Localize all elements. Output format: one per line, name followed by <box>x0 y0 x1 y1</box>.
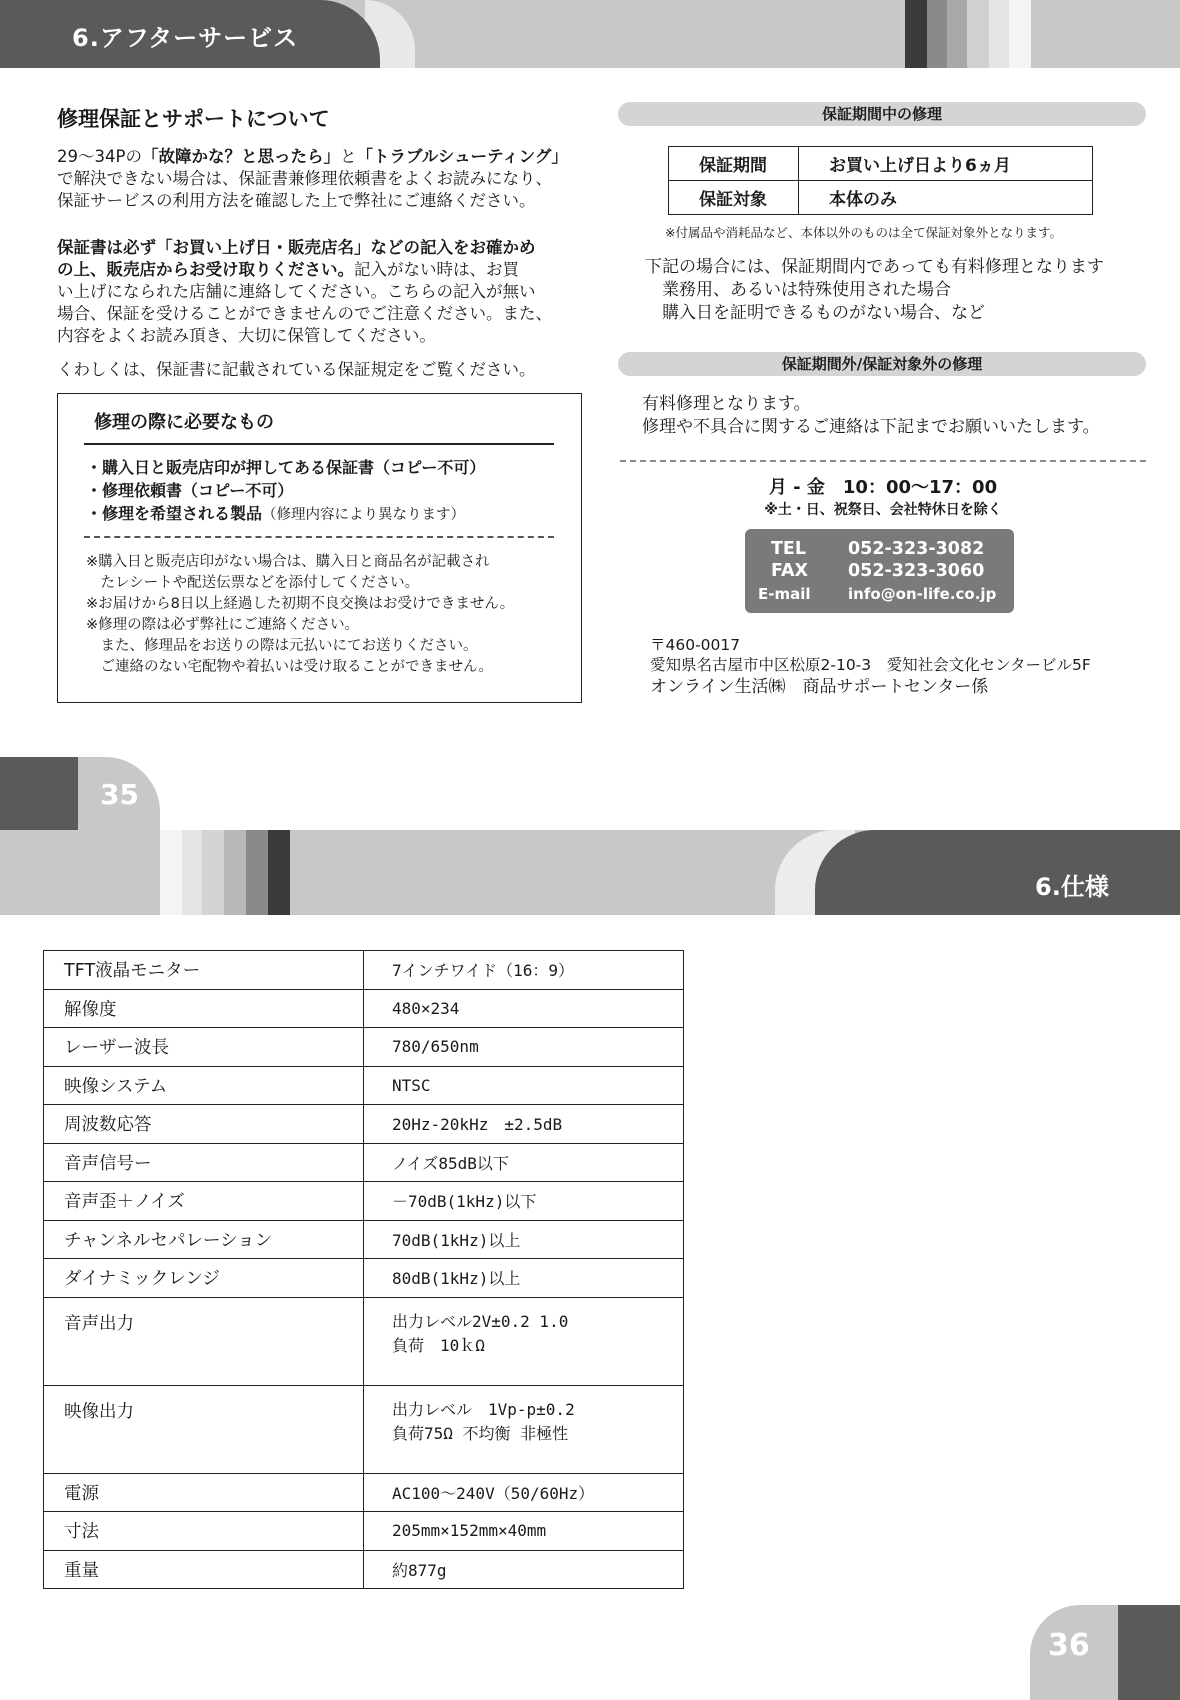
page-number-tab-dark <box>1118 1605 1180 1700</box>
repair-requirements-box <box>57 393 582 703</box>
spec-label: 解像度 <box>44 989 364 1028</box>
support-paragraph-1 <box>57 146 597 212</box>
spec-label: 電源 <box>44 1473 364 1512</box>
note-line: ※修理の際は必ず弊社にご連絡ください。 <box>86 617 360 633</box>
header-stripe <box>1009 0 1031 68</box>
spec-row <box>44 1028 684 1067</box>
header-tab <box>815 830 1180 915</box>
text-line: 下記の場合には、保証期間内であっても有料修理となります <box>645 257 1104 277</box>
support-paragraph-3: くわしくは、保証書に記載されている保証規定をご覧ください。 <box>57 360 536 379</box>
spec-value-line: 70dB(1kHz)以上 <box>392 1230 521 1250</box>
warranty-table-note: ※付属品や消耗品など、本体以外のものは全て保証対象外となります。 <box>665 225 1062 240</box>
text-line: オンライン生活㈱ 商品サポートセンター係 <box>650 677 989 697</box>
box-dashed-divider <box>84 536 554 538</box>
spec-value-line: 80dB(1kHz)以上 <box>392 1269 521 1289</box>
out-of-warranty-text <box>642 393 1100 439</box>
spec-label: TFT液晶モニター <box>44 951 364 990</box>
spec-value <box>364 951 684 990</box>
text-bold: 保証書は必ず「お買い上げ日・販売店名」などの記入をお確かめ <box>57 238 536 257</box>
text-line: 有料修理となります。 <box>642 394 811 414</box>
email-label: E-mail <box>758 585 811 603</box>
spec-value <box>364 1182 684 1221</box>
spec-label: 音声信号ー <box>44 1143 364 1182</box>
paid-repair-text <box>645 256 1104 325</box>
spec-value-line: ノイズ85dB以下 <box>392 1153 509 1173</box>
business-hours-note: ※土・日、祝祭日、会社特休日を除く <box>764 502 1002 518</box>
header-stripe <box>160 830 182 915</box>
spec-value-line: 負荷75Ω 不均衡 非極性 <box>392 1423 569 1443</box>
section-title: 6.仕様 <box>1035 873 1109 901</box>
spec-value-line: 20Hz-20kHz ±2.5dB <box>392 1115 563 1135</box>
section-title: 6.アフターサービス <box>72 24 299 52</box>
table-row <box>669 181 1093 215</box>
header-stripe <box>927 0 947 68</box>
spec-value <box>364 1066 684 1105</box>
spec-value-line: 負荷 10ｋΩ <box>392 1335 485 1355</box>
text-line: 〒460-0017 <box>650 636 741 654</box>
spec-value <box>364 1512 684 1551</box>
out-of-warranty-pill: 保証期間外/保証対象外の修理 <box>618 352 1146 376</box>
spec-value <box>364 1473 684 1512</box>
list-item: ・購入日と販売店印が押してある保証書（コピー不可） <box>86 458 486 477</box>
text-line: 修理や不具合に関するご連絡は下記までお願いいたします。 <box>642 417 1100 437</box>
spec-value-line: NTSC <box>392 1075 431 1095</box>
spec-value <box>364 1105 684 1144</box>
spec-value <box>364 1143 684 1182</box>
box-title: 修理の際に必要なもの <box>94 412 274 433</box>
spec-table <box>43 950 684 1589</box>
spec-row <box>44 951 684 990</box>
header-stripe <box>224 830 246 915</box>
text-line: 保証サービスの利用方法を確認した上で弊社にご連絡ください。 <box>57 191 536 210</box>
spec-value <box>364 1550 684 1589</box>
table-row <box>669 147 1093 181</box>
text-bold: 「故障かな？と思ったら」 <box>141 147 340 166</box>
list-item: ・修理依頼書（コピー不可） <box>86 481 294 500</box>
text-bold: 「トラブルシューティング」 <box>356 147 568 166</box>
spec-label: 映像出力 <box>44 1385 364 1473</box>
spec-value-line: 480×234 <box>392 998 460 1018</box>
spec-value-line: 7インチワイド（16：9） <box>392 961 575 981</box>
header-stripe <box>905 0 927 68</box>
spec-value-line: 780/650nm <box>392 1037 479 1057</box>
spec-row <box>44 1220 684 1259</box>
note-line: ※お届けから8日以上経過した初期不良交換はお受けできません。 <box>86 596 515 612</box>
email-address[interactable]: info@on-life.co.jp <box>848 585 997 603</box>
spec-label: 音声歪＋ノイズ <box>44 1182 364 1221</box>
business-hours: 月 - 金 10：00～17：00 <box>768 477 998 498</box>
spec-value <box>364 1028 684 1067</box>
table-cell-value: 本体のみ <box>799 181 1093 215</box>
spec-value-line: 出力レベル2V±0.2 1.0 <box>392 1311 569 1331</box>
spec-row <box>44 1105 684 1144</box>
text-line: い上げになられた店舗に連絡してください。こちらの記入が無い <box>57 282 536 301</box>
spec-row <box>44 1550 684 1589</box>
text-line: 愛知県名古屋市中区松原2-10-3 愛知社会文化センタービル5F <box>650 656 1091 674</box>
spec-value <box>364 1220 684 1259</box>
contact-box <box>745 529 1014 613</box>
requirements-list <box>86 456 485 527</box>
box-divider <box>84 443 554 445</box>
table-cell-label: 保証対象 <box>669 181 799 215</box>
fax-number[interactable]: 052-323-3060 <box>848 561 985 581</box>
note-line: たレシートや配送伝票などを添付してください。 <box>86 575 420 591</box>
table-cell-label: 保証期間 <box>669 147 799 181</box>
spec-row <box>44 1473 684 1512</box>
spec-row <box>44 989 684 1028</box>
list-item: ・修理を希望される製品 <box>86 504 263 523</box>
header-stripe <box>947 0 967 68</box>
in-warranty-pill: 保証期間中の修理 <box>618 102 1146 126</box>
spec-value <box>364 1259 684 1298</box>
text: 記入がない時は、お買 <box>354 260 519 279</box>
warranty-table <box>668 146 1093 215</box>
spec-label: ダイナミックレンジ <box>44 1259 364 1298</box>
page-number-tab-dark <box>0 757 78 830</box>
spec-value-line: 出力レベル 1Vp-p±0.2 <box>392 1399 575 1419</box>
text-line: 購入日を証明できるものがない場合、など <box>645 303 985 323</box>
text-line: で解決できない場合は、保証書兼修理依頼書をよくお読みになり、 <box>57 169 552 188</box>
spec-label: 重量 <box>44 1550 364 1589</box>
text: 29～34Pの <box>57 147 142 166</box>
spec-label: レーザー波長 <box>44 1028 364 1067</box>
spec-row <box>44 1182 684 1221</box>
spec-value <box>364 1297 684 1385</box>
header-stripe <box>268 830 290 915</box>
header-stripe <box>989 0 1009 68</box>
spec-label: 周波数応答 <box>44 1105 364 1144</box>
tel-number[interactable]: 052-323-3082 <box>848 539 985 559</box>
requirements-notes <box>86 552 514 678</box>
spec-value-line: －70dB(1kHz)以下 <box>392 1192 537 1212</box>
spec-label: 映像システム <box>44 1066 364 1105</box>
spec-row <box>44 1066 684 1105</box>
support-paragraph-2 <box>57 237 597 347</box>
text-line: 場合、保証を受けることができませんのでご注意ください。また、 <box>57 304 552 323</box>
spec-row <box>44 1512 684 1551</box>
spec-value-line: 205mm×152mm×40mm <box>392 1521 547 1541</box>
header-stripe <box>967 0 989 68</box>
spec-row <box>44 1385 684 1473</box>
list-item-note: （修理内容により異なります） <box>262 507 466 523</box>
tel-label: TEL <box>771 539 807 559</box>
spec-value <box>364 989 684 1028</box>
text-line: 業務用、あるいは特殊使用された場合 <box>645 280 951 300</box>
spec-row <box>44 1259 684 1298</box>
contact-divider <box>620 460 1146 462</box>
page-number: 35 <box>100 778 139 811</box>
header-stripe <box>202 830 224 915</box>
spec-value-line: 約877g <box>392 1560 447 1580</box>
table-cell-value: お買い上げ日より6ヵ月 <box>799 147 1093 181</box>
spec-value-line: AC100～240V（50/60Hz） <box>392 1483 595 1503</box>
note-line: ※購入日と販売店印がない場合は、購入日と商品名が記載され <box>86 554 490 570</box>
spec-row <box>44 1143 684 1182</box>
text: と <box>339 147 357 166</box>
spec-label: 音声出力 <box>44 1297 364 1385</box>
note-line: ご連絡のない宅配物や着払いは受け取ることができません。 <box>86 659 493 675</box>
header-stripe <box>182 830 202 915</box>
spec-row <box>44 1297 684 1385</box>
text-bold: の上、販売店からお受け取りください。 <box>57 260 354 279</box>
fax-label: FAX <box>771 561 808 581</box>
support-address <box>650 635 1091 699</box>
support-title: 修理保証とサポートについて <box>57 107 330 131</box>
spec-label: チャンネルセパレーション <box>44 1220 364 1259</box>
header-stripe <box>246 830 268 915</box>
page-number: 36 <box>1048 1628 1090 1663</box>
spec-table-body <box>44 951 684 1589</box>
text-line: 内容をよくお読み頂き、大切に保管してください。 <box>57 326 436 345</box>
spec-value <box>364 1385 684 1473</box>
note-line: また、修理品をお送りの際は元払いにてお送りください。 <box>86 638 478 654</box>
spec-label: 寸法 <box>44 1512 364 1551</box>
